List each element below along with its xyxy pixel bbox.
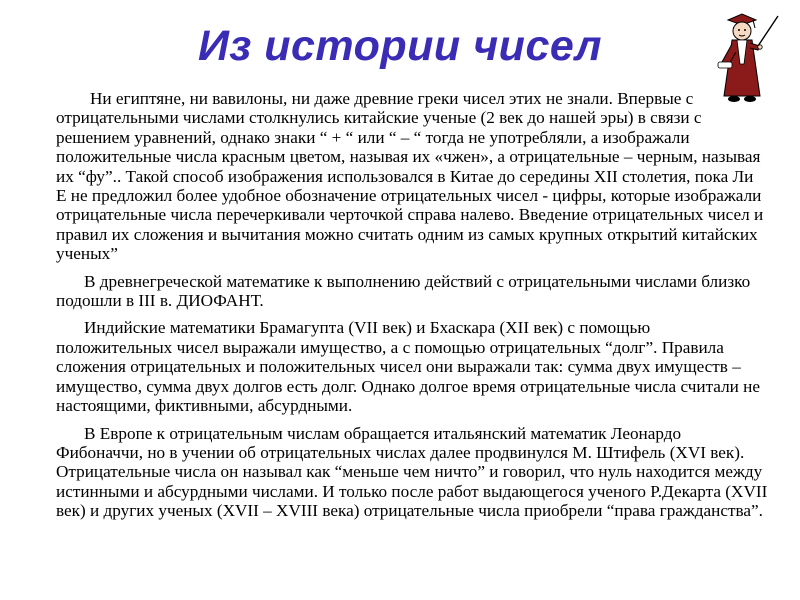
paragraph-greece: В древнегреческой математике к выполнению действий с отрицательными числами близко подошли в III в. ДИОФАНТ. (56, 271, 751, 311)
paragraph-europe: В Европе к отрицательным числам обращается итальянский математик Леонардо Фибоначчи, но в учении об отрицательных числах далее продвинулся М. Штифель (XVI век). Отрицательные числа он называл как “меньше чем ничто” и говорил, что нуль находится между истинными и абсурдными числами. И только после работ выдающегося ученого Р.Декарта (XVII век) и других ученых (XVII – XVIII века) отрицательные числа приобрели “права гражданства”. (56, 423, 768, 521)
slide-title: Из истории чисел (197, 22, 603, 70)
slide-body (56, 89, 768, 529)
paragraph-china: Ни египтяне, ни вавилоны, ни даже древние греки чисел этих не знали. Впервые с отрицательными числами столкнулись китайские ученые (2 век до нашей эры) в связи с решением уравнений, однако знаки “ + “ или “ – “ тогда не употребляли, а изображали положительные числа красным цветом, называя их «чжен», а отрицательные – черным, называя их “фу”.. Такой способ изображения использовался в Китае до середины XII столетия, пока Ли Е не предложил более удобное обозначение отрицательных чисел - цифры, которые изображали отрицательные числа перечеркивали черточкой справа налево. Введение отрицательных чисел и правил их сложения и вычитания можно считать одним из самых крупных открытий китайских ученых” (56, 89, 764, 264)
paragraph-india: Индийские математики Брамагупта (VII век) и Бхаскара (XII век) с помощью положительных чисел выражали имущество, а с помощью отрицательных “долг”. Правила сложения отрицательных и положительных чисел они выражали так: сумма двух имуществ – имущество, сумма двух долгов есть долг. Однако долгое время отрицательные числа считали не настоящими, фиктивными, абсурдными. (56, 318, 760, 416)
